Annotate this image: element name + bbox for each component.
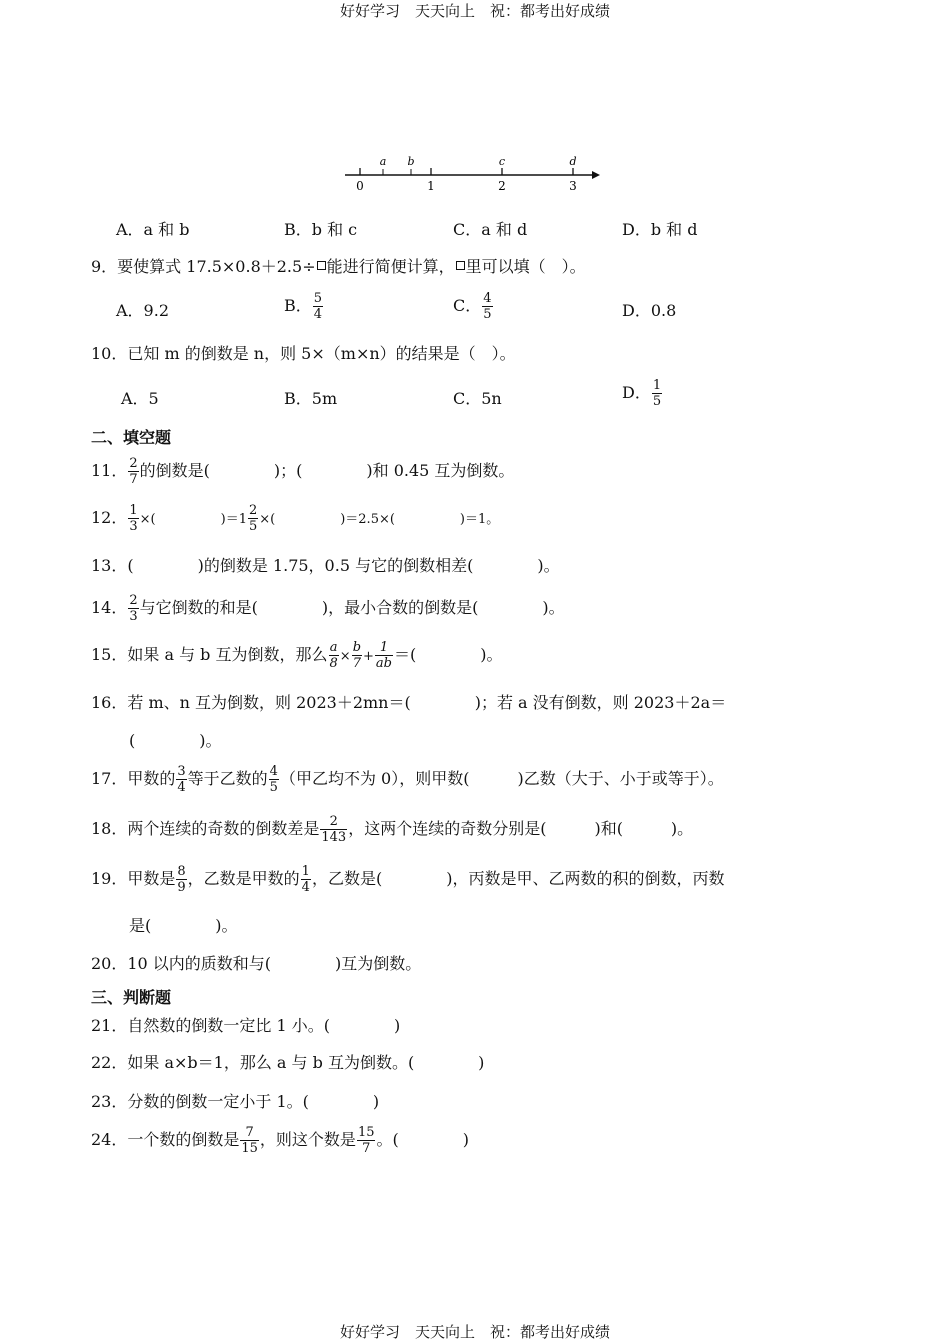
q9-option-a[interactable]: A．9.2 [116,301,170,320]
q8-option-c[interactable]: C．a 和 d [453,220,528,239]
q8-option-b[interactable]: B．b 和 c [284,220,358,239]
tick-label-2: 2 [498,179,506,193]
fraction: $\frac{1}{ab}$ [375,640,392,671]
question-16-line-1: 16．若 m、n 互为倒数，则 2023＋2mn＝( )；若 a 没有倒数，则 2023＋2a＝ [91,693,727,712]
q10-option-a[interactable]: A．5 [121,389,159,408]
point-label-d: d [569,155,577,168]
tick-label-1: 1 [427,179,435,193]
fraction: $\frac{4}{5}$ [483,291,492,322]
fraction: $\frac{2}{3}$ [129,593,138,624]
question-10: 10．已知 m 的倒数是 n，则 5×（m×n）的结果是（ ）。 [91,344,516,363]
q10-option-d[interactable]: D． $\frac{1}{5}$ [622,378,662,409]
question-9: 9．要使算式 17.5×0.8＋2.5÷ 能进行简便计算， 里可以填（ ）。 [91,257,586,276]
fraction: $\frac{3}{4}$ [177,764,186,795]
tick-label-3: 3 [569,179,577,193]
question-11: 11． $\frac{2}{7}$ 的倒数是( )；( )和 0.45 互为倒数。 [91,456,515,487]
fraction: $\frac{4}{5}$ [269,764,278,795]
question-18: 18．两个连续的奇数的倒数差是 $\frac{2}{143}$ ，这两个连续的奇数分别是( )和( )。 [91,814,694,845]
point-label-b: b [407,155,415,168]
point-label-a: a [379,155,387,168]
question-23: 23．分数的倒数一定小于 1。( ) [91,1092,380,1111]
fraction: $\frac{5}{4}$ [313,291,323,322]
fraction: $\frac{1}{5}$ [652,378,662,409]
question-15: 15．如果 a 与 b 互为倒数，那么 $\frac{a}{8}$ × $\frac{b}{7}$ + $\frac{1}{ab}$ ＝( )。 [91,640,503,671]
q10-option-c[interactable]: C．5n [453,389,502,408]
fraction: $\frac{7}{15}$ [241,1125,258,1156]
blank-box-icon [456,261,465,270]
fraction: $\frac{a}{8}$ [329,640,338,671]
fraction: $\frac{1}{4}$ [301,864,310,895]
question-16-line-2: ( )。 [129,731,222,750]
fraction: $\frac{8}{9}$ [177,864,186,895]
q9-option-d[interactable]: D．0.8 [622,301,677,320]
fraction: $\frac{2}{143}$ [321,814,347,845]
page-header: 好好学习 天天向上 祝：都考出好成绩 [339,2,610,20]
fraction: $\frac{b}{7}$ [352,640,362,671]
blank-box-icon [317,261,326,270]
question-19-line-2: 是( )。 [129,916,238,935]
question-22: 22．如果 a×b＝1，那么 a 与 b 互为倒数。( ) [91,1053,485,1072]
question-14: 14． $\frac{2}{3}$ 与它倒数的和是( )，最小合数的倒数是( )。 [91,593,565,624]
fraction: $\frac{15}{7}$ [357,1125,375,1156]
point-label-c: c [498,155,506,168]
question-13: 13．( )的倒数是 1.75，0.5 与它的倒数相差( )。 [91,556,560,575]
number-line-arrow [592,171,600,179]
q10-option-b[interactable]: B．5m [284,389,338,408]
q9-option-b[interactable]: B． $\frac{5}{4}$ [284,291,323,322]
fraction: $\frac{2}{7}$ [129,456,138,487]
q9-option-c[interactable]: C． $\frac{4}{5}$ [453,291,492,322]
fraction: $\frac{2}{5}$ [248,503,258,534]
question-24: 24．一个数的倒数是 $\frac{7}{15}$ ，则这个数是 $\frac{15}{7}$ 。( ) [91,1125,469,1156]
q8-option-d[interactable]: D．b 和 d [622,220,698,239]
question-12: 12． $\frac{1}{3}$ ×( )＝1 $\frac{2}{5}$ ×( )＝2.5×( )＝1。 [91,503,500,534]
question-19-line-1: 19．甲数是 $\frac{8}{9}$ ，乙数是甲数的 $\frac{1}{4}$ ，乙数是( )，丙数是甲、乙两数的积的倒数，丙数 [91,864,725,895]
tick-label-0: 0 [356,179,364,193]
number-line-figure [340,150,605,195]
page-footer: 好好学习 天天向上 祝：都考出好成绩 [339,1323,610,1341]
question-17: 17．甲数的 $\frac{3}{4}$ 等于乙数的 $\frac{4}{5}$ （甲乙均不为 0），则甲数( )乙数（大于、小于或等于）。 [91,764,724,795]
question-21: 21．自然数的倒数一定比 1 小。( ) [91,1016,401,1035]
section-title-judgment: 三、判断题 [91,988,172,1007]
section-title-fill-in: 二、填空题 [91,428,172,447]
fraction: $\frac{1}{3}$ [129,503,138,534]
question-20: 20．10 以内的质数和与( )互为倒数。 [91,954,422,973]
q8-option-a[interactable]: A．a 和 b [116,220,190,239]
